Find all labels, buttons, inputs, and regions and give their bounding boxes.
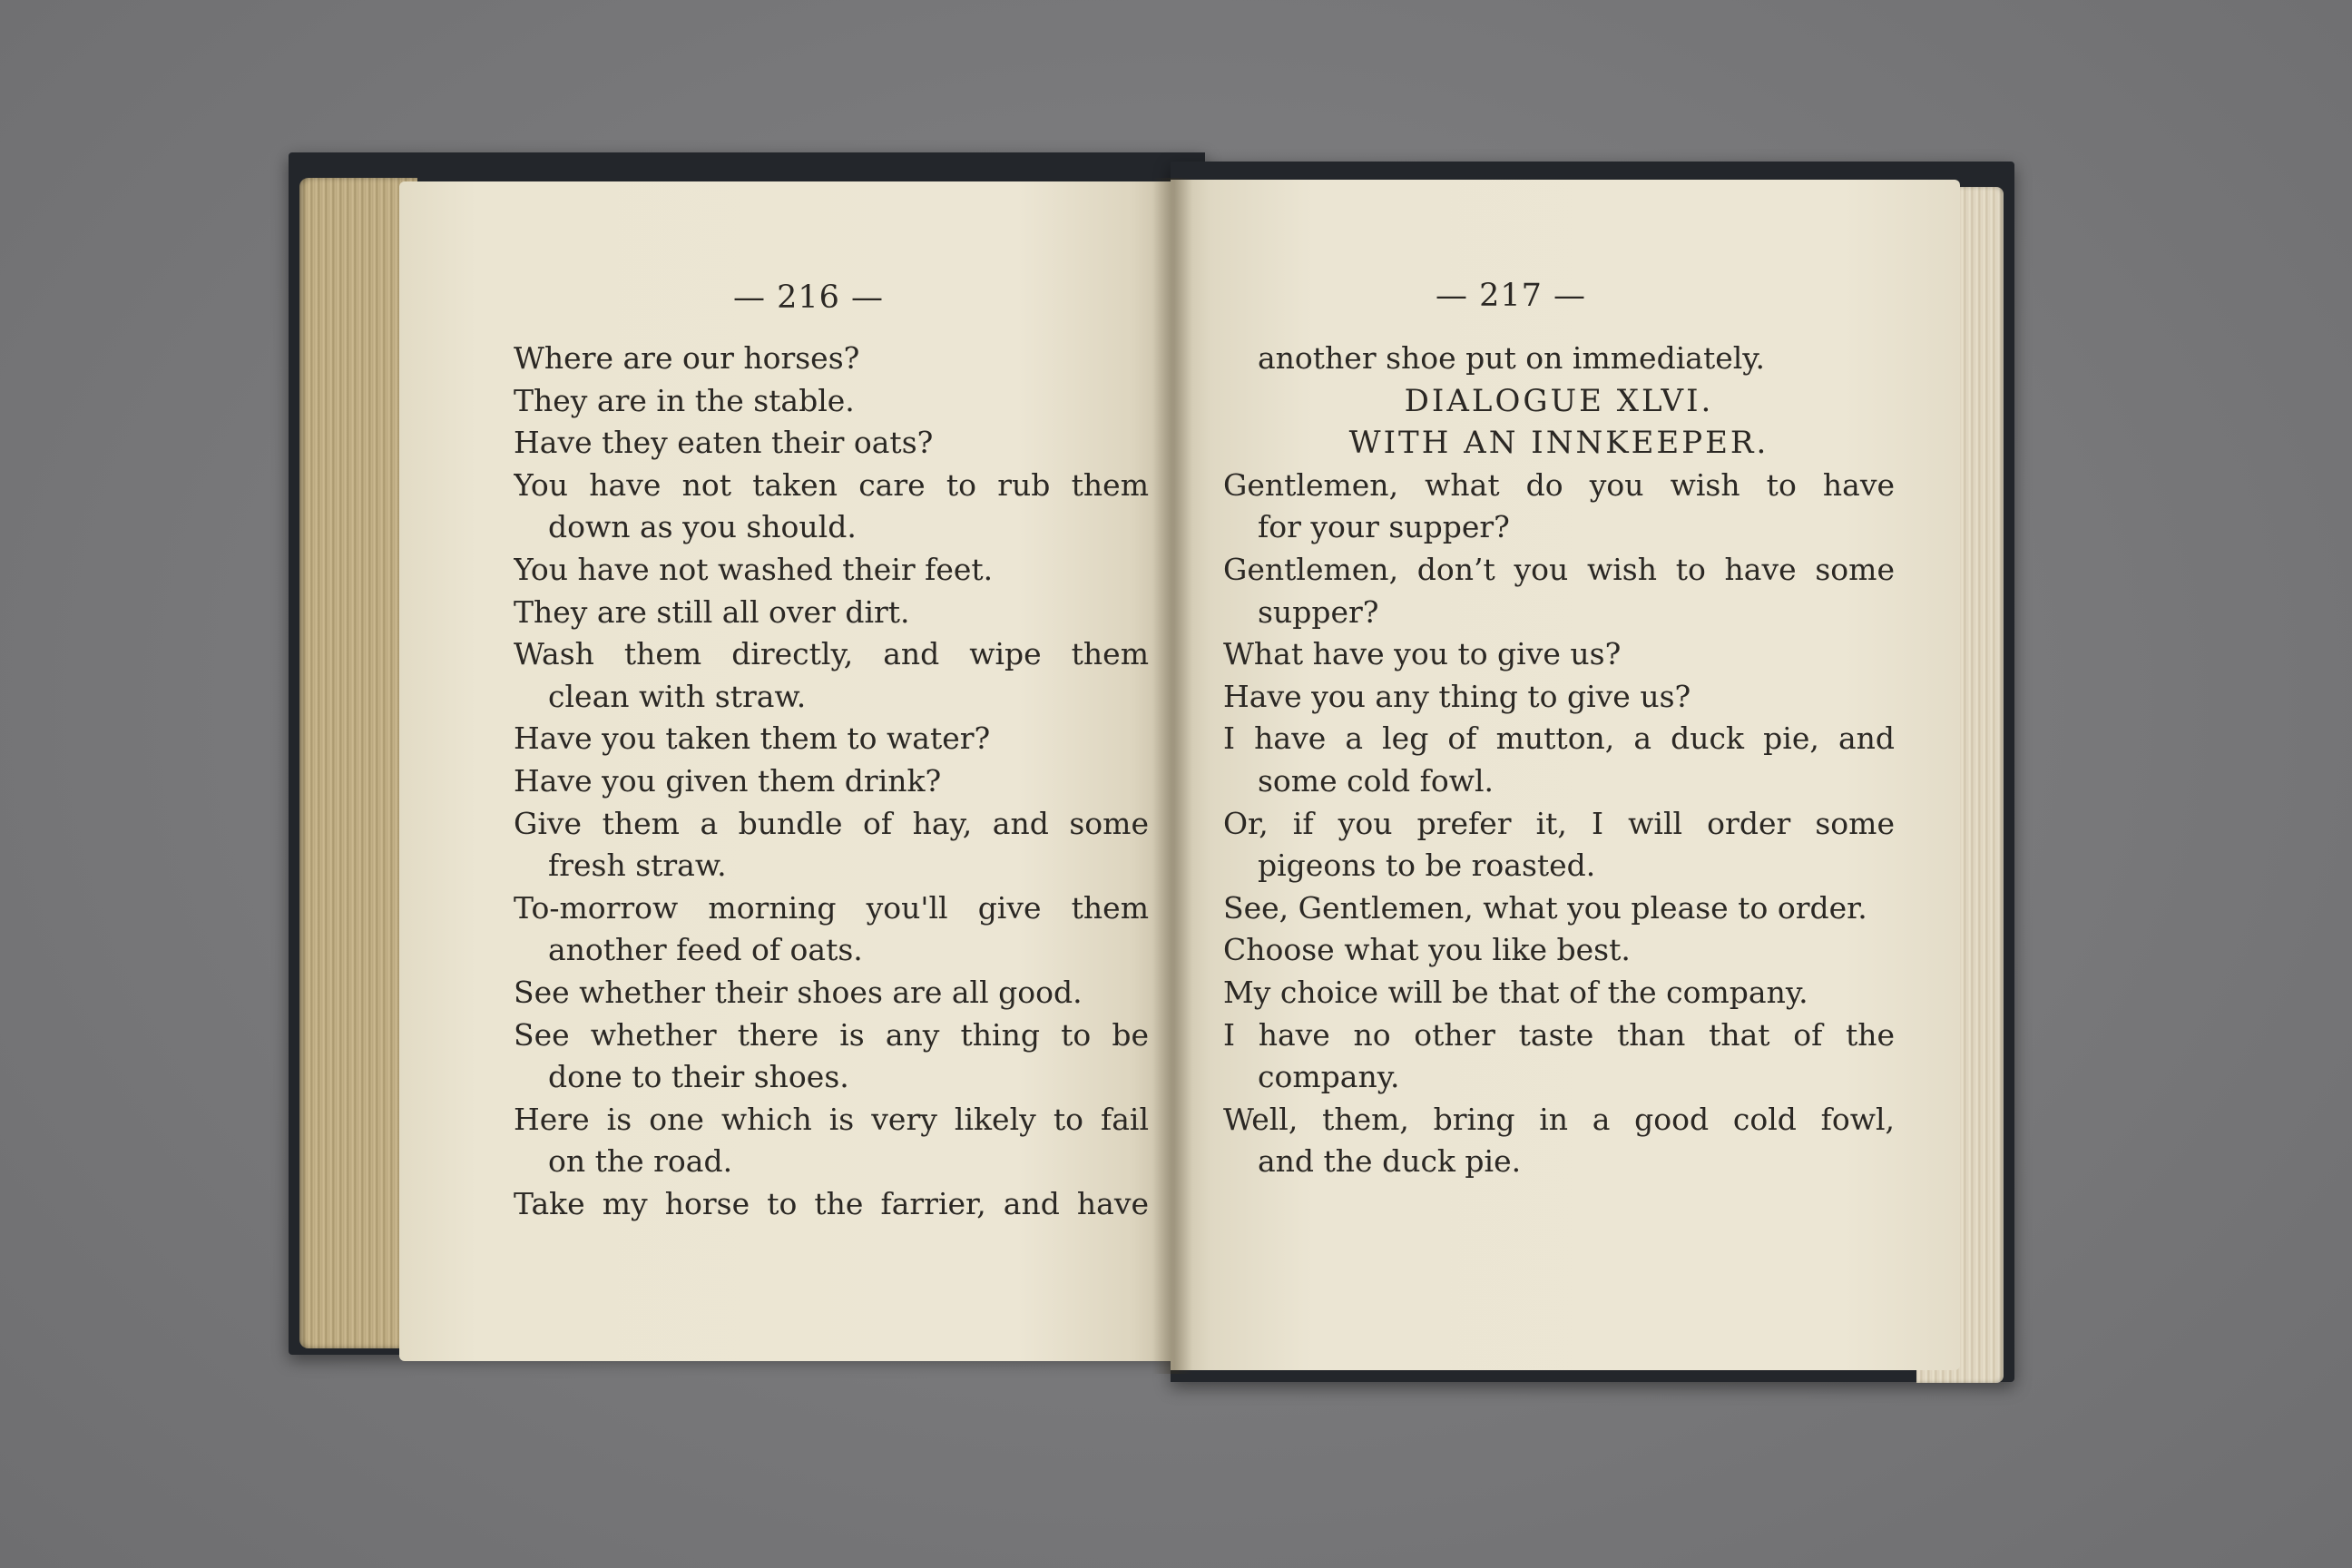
text-line: some cold fowl.	[1258, 762, 1494, 799]
dialogue-heading-line: WITH AN INNKEEPER.	[1348, 425, 1769, 462]
text-line: another shoe put on immediately.	[1258, 340, 1766, 376]
text-line: See whether there is any thing to be	[514, 1016, 1149, 1053]
text-line: What have you to give us?	[1223, 636, 1622, 672]
text-line: I have a leg of mutton, a duck pie, and	[1223, 720, 1895, 757]
text-line: Here is one which is very likely to fail	[514, 1101, 1149, 1137]
text-line: Well, them, bring in a good cold fowl,	[1223, 1101, 1895, 1137]
book-gutter	[1152, 178, 1192, 1374]
text-line: Or, if you prefer it, I will order some	[1223, 805, 1895, 841]
text-line: pigeons to be roasted.	[1258, 848, 1596, 884]
text-line: for your supper?	[1258, 509, 1510, 545]
text-line: on the road.	[548, 1143, 733, 1180]
text-line: Gentlemen, what do you wish to have	[1223, 466, 1895, 503]
text-line: clean with straw.	[548, 678, 807, 714]
text-line: Wash them directly, and wipe them	[514, 636, 1149, 672]
text-line: See whether their shoes are all good.	[514, 974, 1083, 1010]
text-line: and the duck pie.	[1258, 1143, 1522, 1180]
page-number-left: — 216 —	[733, 279, 885, 316]
text-line: supper?	[1258, 593, 1379, 630]
text-line: Have you given them drink?	[514, 762, 942, 799]
right-page-text	[1223, 338, 1895, 1183]
text-line: company.	[1258, 1059, 1400, 1095]
text-line: You have not taken care to rub them	[514, 466, 1149, 503]
dialogue-heading-line: DIALOGUE XLVI.	[1404, 382, 1714, 419]
left-page	[399, 181, 1171, 1361]
right-page	[1171, 180, 1960, 1370]
text-line: Have you any thing to give us?	[1223, 678, 1691, 714]
page-number-right: — 217 —	[1436, 278, 1587, 314]
text-line: Choose what you like best.	[1223, 932, 1631, 968]
text-line: down as you should.	[548, 509, 857, 545]
text-line: done to their shoes.	[548, 1059, 849, 1095]
text-line: fresh straw.	[548, 848, 727, 884]
text-line: Gentlemen, don’t you wish to have some	[1223, 551, 1895, 587]
text-line: I have no other taste than that of the	[1223, 1016, 1895, 1053]
text-line: Take my horse to the farrier, and have	[514, 1185, 1149, 1221]
text-line: Have they eaten their oats?	[514, 425, 934, 461]
text-line: To-morrow morning you'll give them	[514, 889, 1149, 926]
left-page-text	[514, 338, 1149, 1225]
text-line: They are in the stable.	[514, 382, 855, 418]
text-line: See, Gentlemen, what you please to order.	[1223, 889, 1867, 926]
text-line: Have you taken them to water?	[514, 720, 991, 757]
text-line: My choice will be that of the company.	[1223, 974, 1808, 1010]
text-line: Where are our horses?	[514, 340, 860, 376]
text-line: another feed of oats.	[548, 932, 863, 968]
text-line: You have not washed their feet.	[514, 551, 994, 587]
text-line: They are still all over dirt.	[514, 593, 910, 630]
text-line: Give them a bundle of hay, and some	[514, 805, 1149, 841]
